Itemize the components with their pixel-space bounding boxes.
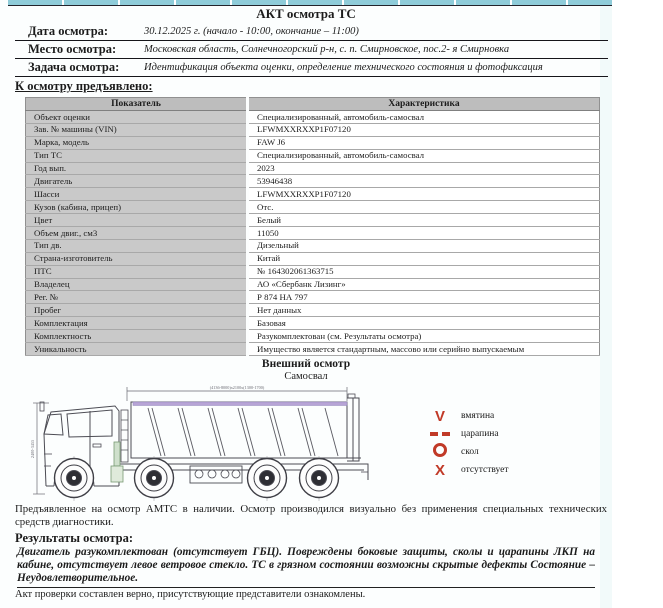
table-row bbox=[26, 227, 600, 240]
legend-item bbox=[425, 461, 509, 479]
spec-value-cell: Р 874 НА 797 bbox=[248, 291, 600, 304]
page-title: АКТ осмотра ТС bbox=[256, 6, 356, 21]
spec-label-cell: Владелец bbox=[26, 278, 248, 291]
spec-label-cell: Уникальность bbox=[26, 343, 248, 356]
column-header-indicator: Показатель bbox=[26, 98, 248, 111]
legend-label: вмятина bbox=[461, 411, 495, 421]
spec-table-header-row bbox=[26, 98, 600, 111]
spec-label-cell: Пробег bbox=[26, 304, 248, 317]
spec-value-cell: LFWMXXRXXP1F07120 bbox=[248, 188, 600, 201]
presented-heading: К осмотру предъявлено: bbox=[15, 79, 153, 93]
spec-value-cell: 53946438 bbox=[248, 175, 600, 188]
column-header-characteristic: Характеристика bbox=[248, 98, 600, 111]
spec-value-cell: Разукомплектован (см. Результаты осмотра) bbox=[248, 330, 600, 343]
spec-value-cell: № 164302061363715 bbox=[248, 265, 600, 278]
truck-drawing bbox=[30, 382, 370, 504]
spec-label-cell: Рег. № bbox=[26, 291, 248, 304]
spec-value-cell: АО «Сбербанк Лизинг» bbox=[248, 278, 600, 291]
table-row bbox=[26, 239, 600, 252]
spec-label-cell: Страна-изготовитель bbox=[26, 252, 248, 265]
table-row bbox=[26, 214, 600, 227]
spec-label-cell: Марка, модель bbox=[26, 136, 248, 149]
spec-value-cell: 2023 bbox=[248, 162, 600, 175]
damage-symbol-icon: X bbox=[434, 461, 445, 479]
legend-item bbox=[425, 425, 509, 443]
spec-value-cell: Специализированный, автомобиль-самосвал bbox=[248, 149, 600, 162]
damage-symbol-icon bbox=[425, 426, 455, 442]
inspection-section-title: Внешний осмотр bbox=[261, 358, 351, 370]
header-field-value: Идентификация объекта оценки, определение технического состояния и фотофиксация bbox=[144, 62, 543, 73]
legend-item bbox=[425, 407, 509, 425]
spec-value-cell: Нет данных bbox=[248, 304, 600, 317]
table-row bbox=[26, 343, 600, 356]
spec-label-cell: Объем двиг., см3 bbox=[26, 227, 248, 240]
table-row bbox=[26, 136, 600, 149]
header-field-label: Место осмотра: bbox=[28, 42, 117, 56]
legend-label: отсутствует bbox=[461, 465, 509, 475]
table-row bbox=[26, 278, 600, 291]
presence-paragraph: Предъявленное на осмотр АМТС в наличии. Осмотр производился визуально без применения специальных технических средств диагностики. bbox=[15, 503, 607, 528]
header-field-row bbox=[15, 59, 608, 77]
table-row bbox=[26, 123, 600, 136]
spec-value-cell: Китай bbox=[248, 252, 600, 265]
spec-label-cell: Зав. № машины (VIN) bbox=[26, 123, 248, 136]
header-fields bbox=[15, 23, 608, 77]
header-field-row bbox=[15, 41, 608, 59]
header-field-label: Задача осмотра: bbox=[28, 60, 120, 74]
spec-label-cell: Комплектность bbox=[26, 330, 248, 343]
spec-value-cell: Специализированный, автомобиль-самосвал bbox=[248, 111, 600, 124]
spec-value-cell: Имущество является стандартным, массово или серийно выпускаемым bbox=[248, 343, 600, 356]
table-row bbox=[26, 149, 600, 162]
footer-statement: Акт проверки составлен верно, присутствующие представители ознакомлены. bbox=[15, 589, 366, 600]
spec-value-cell: FAW J6 bbox=[248, 136, 600, 149]
spec-label-cell: Кузов (кабина, прицеп) bbox=[26, 201, 248, 214]
spec-label-cell: Тип дв. bbox=[26, 239, 248, 252]
header-field-label: Дата осмотра: bbox=[28, 24, 109, 38]
table-row bbox=[26, 162, 600, 175]
table-row bbox=[26, 188, 600, 201]
spec-label-cell: Комплектация bbox=[26, 317, 248, 330]
spec-label-cell: Тип ТС bbox=[26, 149, 248, 162]
legend-item bbox=[425, 443, 509, 461]
legend-label: царапина bbox=[461, 429, 499, 439]
table-row bbox=[26, 175, 600, 188]
legend-label: скол bbox=[461, 447, 479, 457]
spec-value-cell: Белый bbox=[248, 214, 600, 227]
results-text: Двигатель разукомплектован (отсутствует ГБЦ). Повреждены боковые защиты, сколы и царапины ЛКП на кабине, отсутствует левое ветровое стекло. ТС в грязном состоянии возможны скрытые дефекты Состояние – Неудовлетворительное. bbox=[17, 546, 595, 588]
table-row bbox=[26, 291, 600, 304]
spec-table bbox=[25, 97, 600, 356]
truck-side-dimension: 2400-3455 bbox=[30, 439, 35, 459]
table-row bbox=[26, 111, 600, 124]
table-row bbox=[26, 201, 600, 214]
spec-value-cell: 11050 bbox=[248, 227, 600, 240]
spec-value-cell: Базовая bbox=[248, 317, 600, 330]
damage-legend bbox=[425, 407, 509, 479]
spec-label-cell: Цвет bbox=[26, 214, 248, 227]
spec-label-cell: Год вып. bbox=[26, 162, 248, 175]
spec-label-cell: Двигатель bbox=[26, 175, 248, 188]
table-row bbox=[26, 265, 600, 278]
damage-symbol-icon: V bbox=[434, 407, 445, 425]
spec-label-cell: ПТС bbox=[26, 265, 248, 278]
spec-value-cell: Отс. bbox=[248, 201, 600, 214]
results-heading: Результаты осмотра: bbox=[15, 531, 133, 545]
header-field-value: 30.12.2025 г. (начало - 10:00, окончание – 11:00) bbox=[144, 26, 359, 37]
bed-top-highlight bbox=[133, 402, 347, 406]
table-row bbox=[26, 330, 600, 343]
spec-label-cell: Объект оценки bbox=[26, 111, 248, 124]
spec-label-cell: Шасси bbox=[26, 188, 248, 201]
truck-top-dimension: (4136-8000)x2100x(1300-1700) bbox=[209, 385, 265, 390]
header-field-value: Московская область, Солнечногорский р-н, с. п. Смирновское, пос.2- я Смирновка bbox=[144, 44, 510, 55]
table-row bbox=[26, 304, 600, 317]
header-field-row bbox=[15, 23, 608, 41]
spec-value-cell: Дизельный bbox=[248, 239, 600, 252]
damage-symbol-icon bbox=[425, 443, 455, 461]
spec-value-cell: LFWMXXRXXP1F07120 bbox=[248, 123, 600, 136]
table-row bbox=[26, 317, 600, 330]
inspection-vehicle-type: Самосвал bbox=[284, 371, 328, 382]
table-row bbox=[26, 252, 600, 265]
